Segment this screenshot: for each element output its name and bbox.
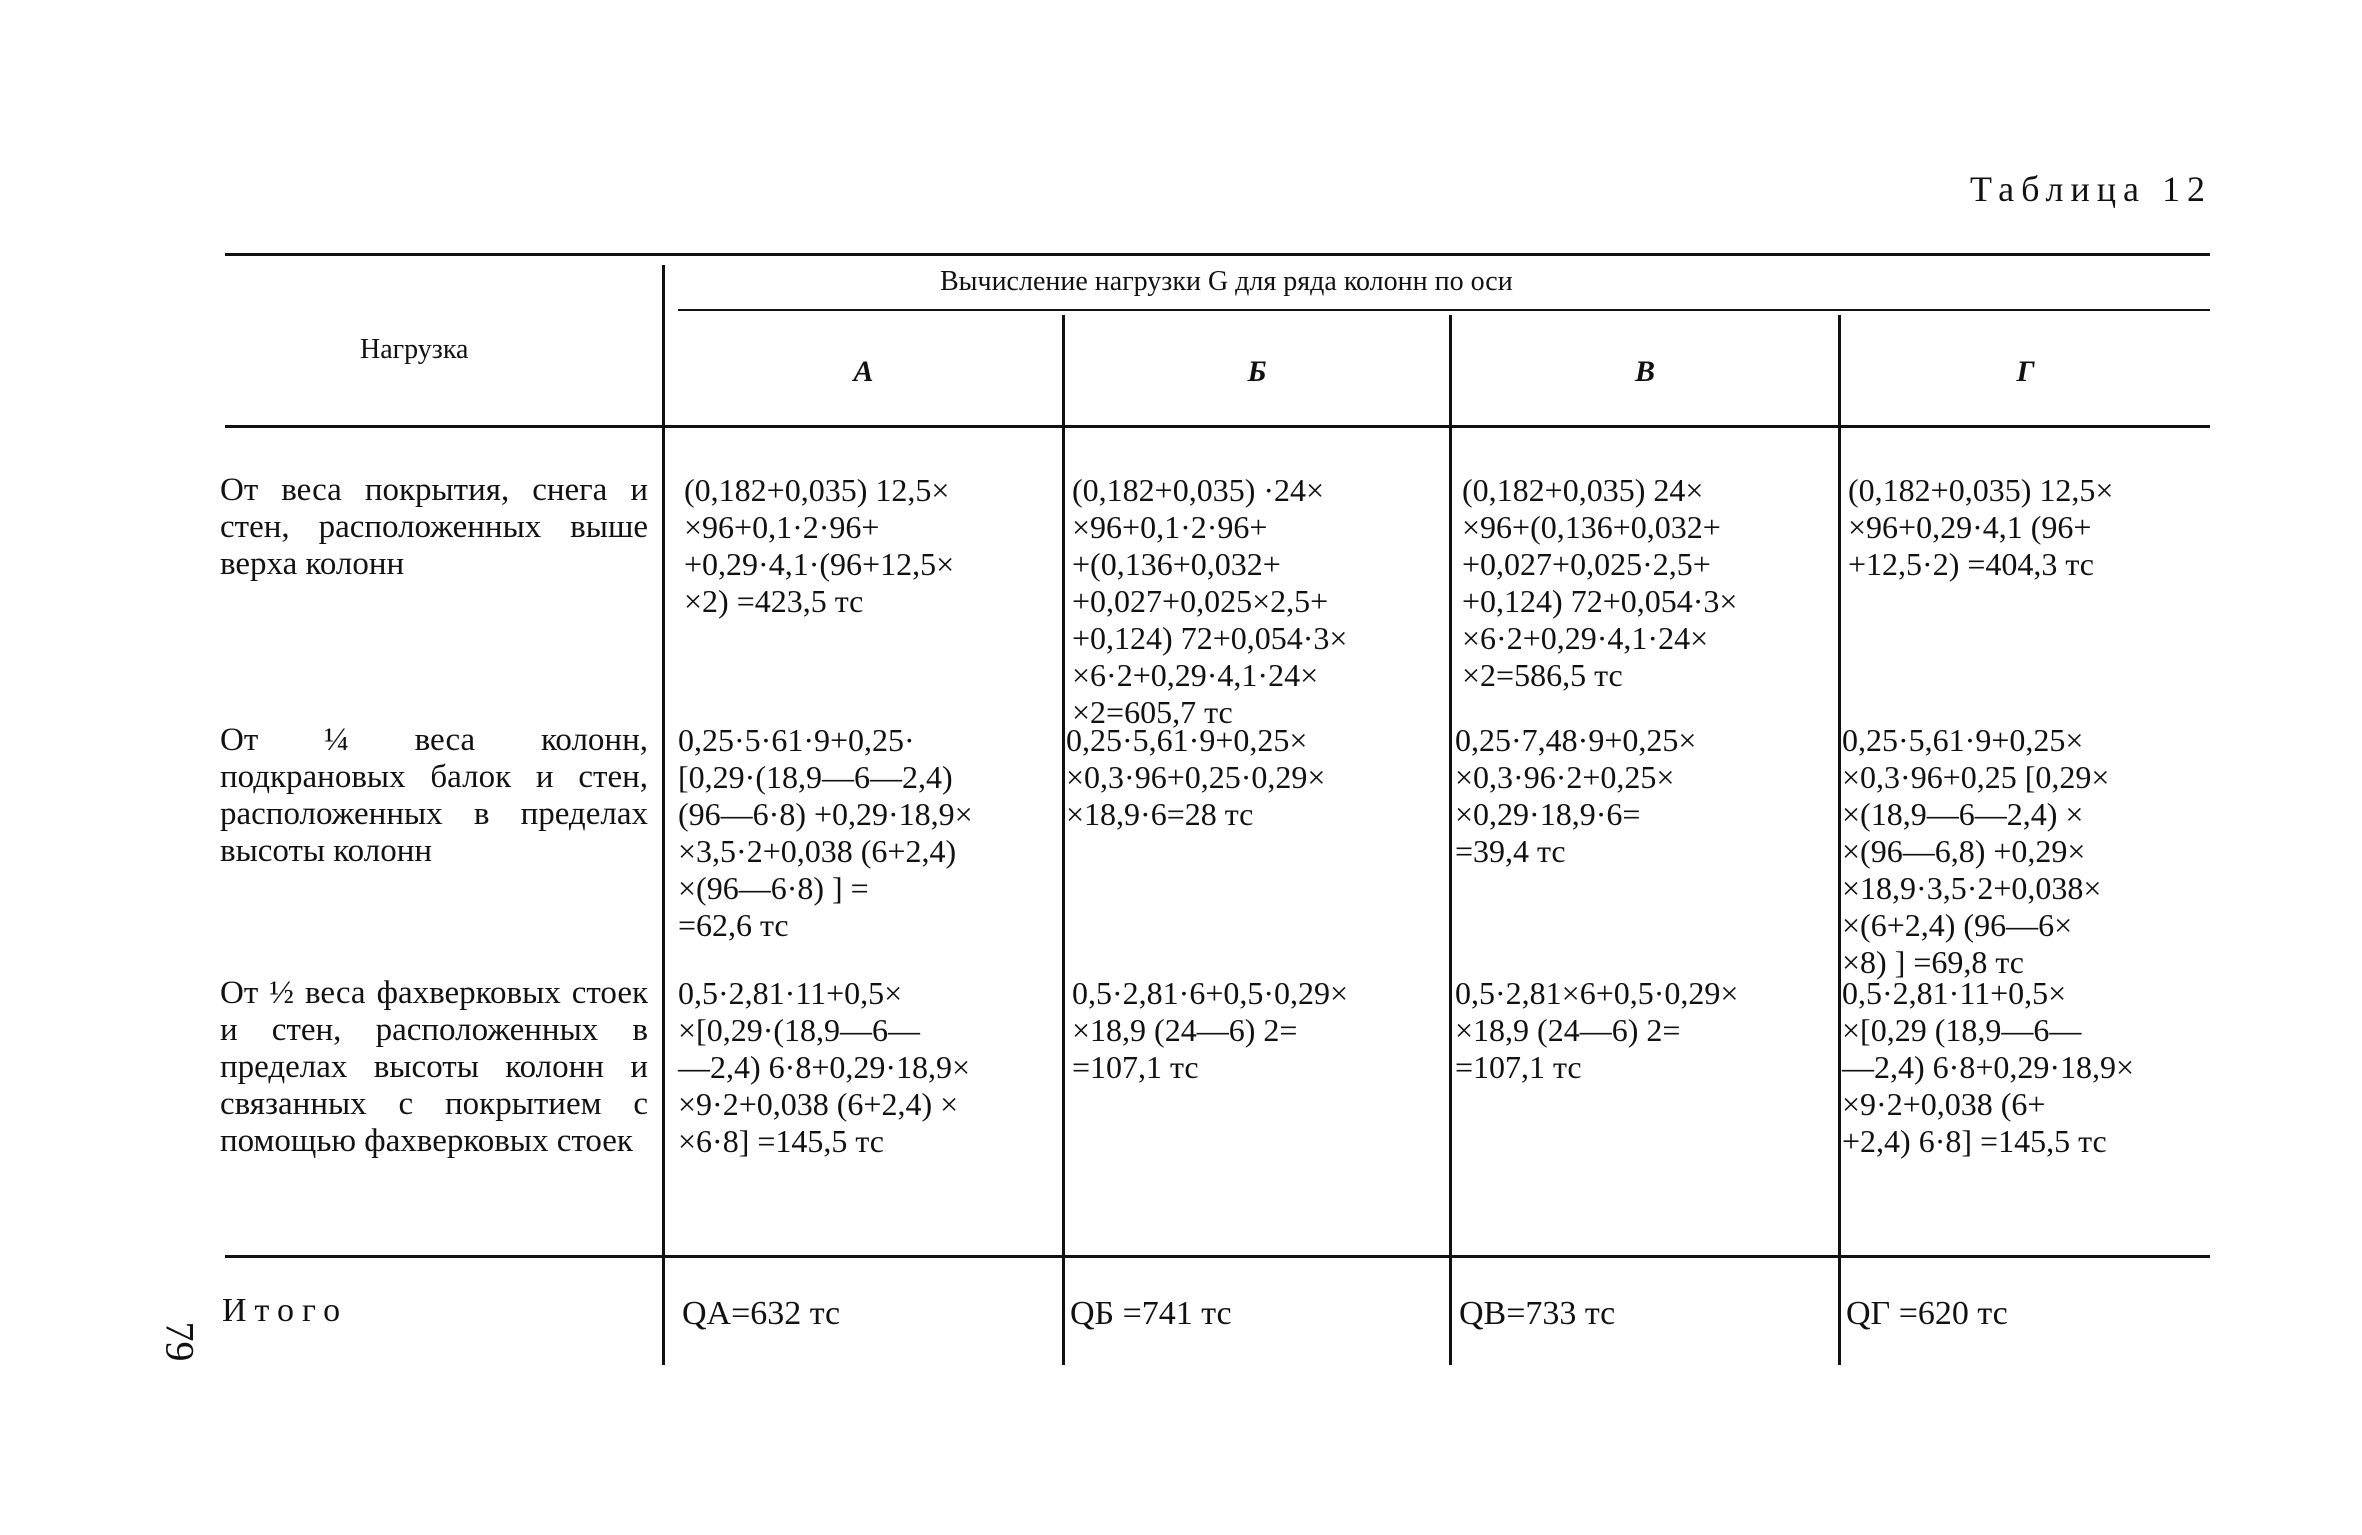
formula-line: ×(96—6,8) +0,29× xyxy=(1842,833,2086,869)
total-g: QГ =620 тс xyxy=(1846,1295,2008,1332)
formula-line: ×(96—6·8) ] = xyxy=(678,870,869,906)
formula-line: +0,124) 72+0,054·3× xyxy=(1462,583,1738,619)
table-top-rule xyxy=(225,253,2210,256)
formula-line: 0,25·7,48·9+0,25× xyxy=(1455,722,1697,758)
formula-line: +0,124) 72+0,054·3× xyxy=(1072,620,1348,656)
row-1-cell-g xyxy=(1848,472,2113,583)
total-a: QА=632 тс xyxy=(682,1295,841,1332)
formula-line: ×18,9·3,5·2+0,038× xyxy=(1842,870,2102,906)
row-2-cell-a xyxy=(678,722,973,944)
row-2-cell-g xyxy=(1842,722,2109,981)
formula-line: +0,027+0,025·2,5+ xyxy=(1462,546,1711,582)
page-number: 79 xyxy=(157,1321,203,1362)
formula-line: (96—6·8) +0,29·18,9× xyxy=(678,796,973,832)
formula-line: ×[0,29 (18,9—6— xyxy=(1842,1012,2082,1048)
col-divider-1 xyxy=(662,265,665,1365)
formula-line: ×0,3·96·2+0,25× xyxy=(1455,759,1675,795)
row-3-cell-a xyxy=(678,975,970,1160)
formula-line: 0,25·5·61·9+0,25· xyxy=(678,722,915,758)
formula-line: ×0,29·18,9·6= xyxy=(1455,796,1641,832)
formula-line: +0,027+0,025×2,5+ xyxy=(1072,583,1329,619)
formula-line: ×18,9 (24—6) 2= xyxy=(1455,1012,1681,1048)
row-3-cell-b xyxy=(1072,975,1348,1086)
formula-line: ×3,5·2+0,038 (6+2,4) xyxy=(678,833,957,869)
formula-line: ×6·8] =145,5 тс xyxy=(678,1123,884,1159)
formula-line: ×(6+2,4) (96—6× xyxy=(1842,907,2073,943)
formula-line: =107,1 тс xyxy=(1455,1049,1582,1085)
formula-line: +12,5·2) =404,3 тс xyxy=(1848,546,2094,582)
header-bottom-rule xyxy=(225,425,2210,428)
formula-line: ×[0,29·(18,9—6— xyxy=(678,1012,921,1048)
formula-line: =39,4 тс xyxy=(1455,833,1566,869)
formula-line: ×96+0,1·2·96+ xyxy=(684,509,880,545)
row-3-load: От ½ веса фахверковых стоек и стен, расположенных в пределах высоты колонн и связанных с покрытием с помощью фахверковых стоек xyxy=(220,975,648,1159)
totals-rule xyxy=(225,1255,2210,1258)
formula-line: (0,182+0,035) 12,5× xyxy=(1848,472,2114,508)
formula-line: ×(18,9—6—2,4) × xyxy=(1842,796,2084,832)
formula-line: (0,182+0,035) 24× xyxy=(1462,472,1704,508)
formula-line: ×96+(0,136+0,032+ xyxy=(1462,509,1721,545)
formula-line: ×2) =423,5 тс xyxy=(684,583,864,619)
formula-line: ×2=586,5 тс xyxy=(1462,657,1623,693)
totals-label: Итого xyxy=(222,1292,349,1329)
row-1-cell-a xyxy=(684,472,954,620)
table-caption: Таблица 12 xyxy=(1970,169,2212,209)
formula-line: ×96+0,1·2·96+ xyxy=(1072,509,1268,545)
formula-line: +2,4) 6·8] =145,5 тс xyxy=(1842,1123,2107,1159)
formula-line: ×0,3·96+0,25·0,29× xyxy=(1066,759,1326,795)
formula-line: +(0,136+0,032+ xyxy=(1072,546,1281,582)
formula-line: ×18,9 (24—6) 2= xyxy=(1072,1012,1298,1048)
formula-line: 0,5·2,81×6+0,5·0,29× xyxy=(1455,975,1739,1011)
row-1-load: От веса покрытия, снега и стен, расположенных выше верха колонн xyxy=(220,472,648,582)
column-header-v: В xyxy=(1634,355,1655,388)
total-b: QБ =741 тс xyxy=(1070,1295,1232,1332)
header-span-rule xyxy=(678,309,2210,311)
column-header-a: А xyxy=(853,355,874,388)
formula-line: (0,182+0,035) 12,5× xyxy=(684,472,950,508)
formula-line: ×0,3·96+0,25 [0,29× xyxy=(1842,759,2110,795)
col-divider-2 xyxy=(1062,315,1065,1365)
total-v: QВ=733 тс xyxy=(1459,1295,1616,1332)
formula-line: —2,4) 6·8+0,29·18,9× xyxy=(678,1049,971,1085)
col-divider-4 xyxy=(1838,315,1841,1365)
row-2-load: От ¼ веса колонн, подкрановых балок и стен, расположенных в пределах высоты колонн xyxy=(220,722,648,869)
column-header-g: Г xyxy=(2016,355,2035,388)
formula-line: 0,25·5,61·9+0,25× xyxy=(1066,722,1308,758)
formula-line: ×9·2+0,038 (6+ xyxy=(1842,1086,2046,1122)
formula-line: 0,25·5,61·9+0,25× xyxy=(1842,722,2084,758)
row-2-cell-v xyxy=(1455,722,1696,870)
column-header-b: Б xyxy=(1247,355,1267,388)
formula-line: ×6·2+0,29·4,1·24× xyxy=(1462,620,1709,656)
row-1-cell-b xyxy=(1072,472,1347,731)
formula-line: ×9·2+0,038 (6+2,4) × xyxy=(678,1086,959,1122)
row-3-cell-v xyxy=(1455,975,1738,1086)
row-1-cell-v xyxy=(1462,472,1737,694)
formula-line: —2,4) 6·8+0,29·18,9× xyxy=(1842,1049,2135,1085)
formula-line: 0,5·2,81·11+0,5× xyxy=(678,975,903,1011)
formula-line: ×18,9·6=28 тс xyxy=(1066,796,1254,832)
col-divider-3 xyxy=(1449,315,1452,1365)
formula-line: 0,5·2,81·6+0,5·0,29× xyxy=(1072,975,1349,1011)
formula-line: =62,6 тс xyxy=(678,907,789,943)
formula-line: ×8) ] =69,8 тс xyxy=(1842,944,2024,980)
formula-line: (0,182+0,035) ·24× xyxy=(1072,472,1325,508)
header-load: Нагрузка xyxy=(360,334,469,365)
formula-line: ×96+0,29·4,1 (96+ xyxy=(1848,509,2092,545)
header-span: Вычисление нагрузки G для ряда колонн по оси xyxy=(940,266,1513,297)
formula-line: 0,5·2,81·11+0,5× xyxy=(1842,975,2067,1011)
formula-line: ×6·2+0,29·4,1·24× xyxy=(1072,657,1319,693)
formula-line: [0,29·(18,9—6—2,4) xyxy=(678,759,953,795)
formula-line: ×2=605,7 тс xyxy=(1072,694,1233,730)
row-2-cell-b xyxy=(1066,722,1325,833)
formula-line: =107,1 тс xyxy=(1072,1049,1199,1085)
formula-line: +0,29·4,1·(96+12,5× xyxy=(684,546,955,582)
row-3-cell-g xyxy=(1842,975,2134,1160)
